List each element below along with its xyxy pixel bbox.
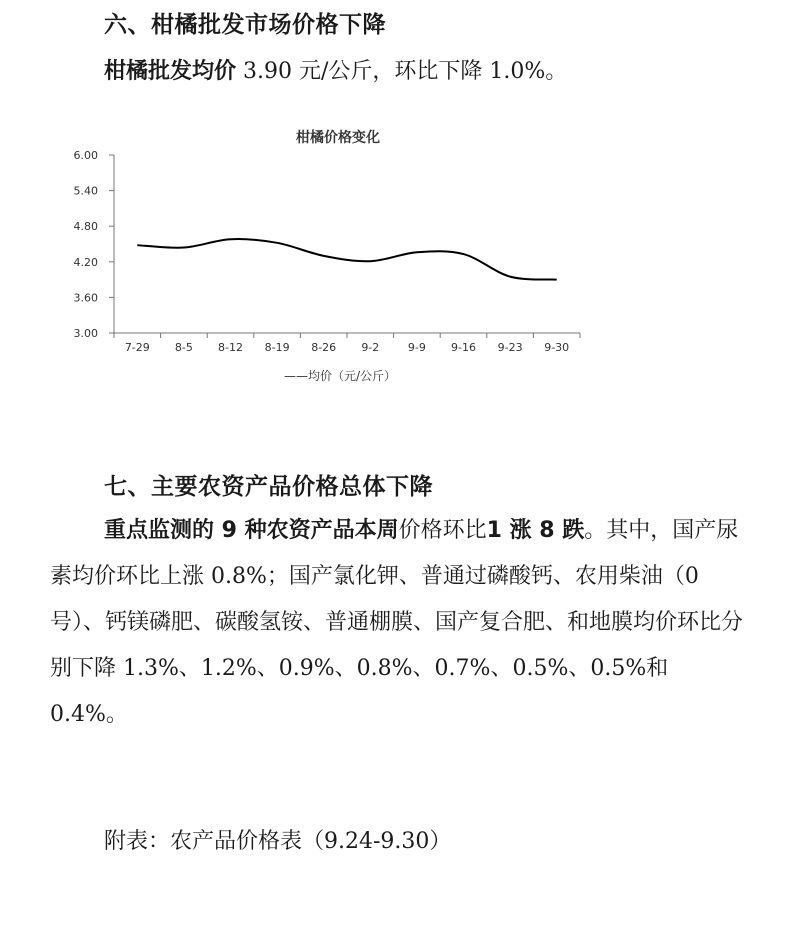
section6-lead-bold: 柑橘批发均价	[104, 59, 237, 84]
x-tick-label: 8-19	[264, 341, 290, 354]
chart-title: 柑橘价格变化	[296, 130, 380, 146]
legend-label: ——均价（元/公斤）	[284, 369, 397, 383]
x-tick-label: 9-16	[451, 341, 476, 354]
section6-summary	[104, 54, 567, 85]
x-tick-label: 9-2	[361, 341, 380, 354]
y-tick-label: 4.80	[73, 220, 98, 234]
x-tick-label: 9-30	[544, 341, 570, 354]
price-series-line	[137, 239, 556, 280]
x-tick-label: 7-29	[124, 341, 150, 354]
x-tick-label: 8-5	[174, 341, 193, 354]
x-tick-label: 9-23	[497, 341, 523, 354]
x-tick-label: 8-12	[218, 341, 243, 354]
citrus-price-chart	[52, 118, 612, 390]
y-tick-label: 3.00	[73, 327, 98, 340]
para-bold-1: 重点监测的 9 种农资产品本周	[104, 518, 399, 543]
x-tick-label: 9-9	[407, 341, 426, 354]
appendix-note: 附表：农产品价格表（9.24-9.30）	[104, 829, 452, 854]
para-bold-2: 1 涨 8 跌	[486, 518, 585, 543]
x-tick-label: 8-26	[311, 341, 337, 354]
y-axis	[74, 149, 115, 340]
para-text-1: 价格环比	[398, 518, 487, 543]
y-tick-label: 4.20	[73, 255, 98, 269]
y-tick-label: 3.60	[73, 291, 98, 305]
section6-heading: 六、柑橘批发市场价格下降	[104, 12, 386, 38]
section7-heading: 七、主要农资产品价格总体下降	[104, 474, 433, 500]
x-axis	[114, 333, 580, 354]
y-tick-label: 6.00	[73, 149, 98, 162]
para-text-2: 。其中，国产尿素均价环比上涨 0.8%；国产氯化钾、普通过磷酸钙、农用柴油（0 号）、钙镁磷肥、碳酸氢铵、普通棚膜、国产复合肥、和地膜均价环比分别下降 1.3%、1.2%、0.9%、0.8%、0.7%、0.5%、0.5%和 0.4%。	[50, 518, 744, 727]
section7-paragraph	[50, 508, 750, 738]
section6-lead-text: 3.90 元/公斤，环比下降 1.0%。	[236, 59, 568, 84]
y-tick-label: 5.40	[73, 184, 98, 198]
